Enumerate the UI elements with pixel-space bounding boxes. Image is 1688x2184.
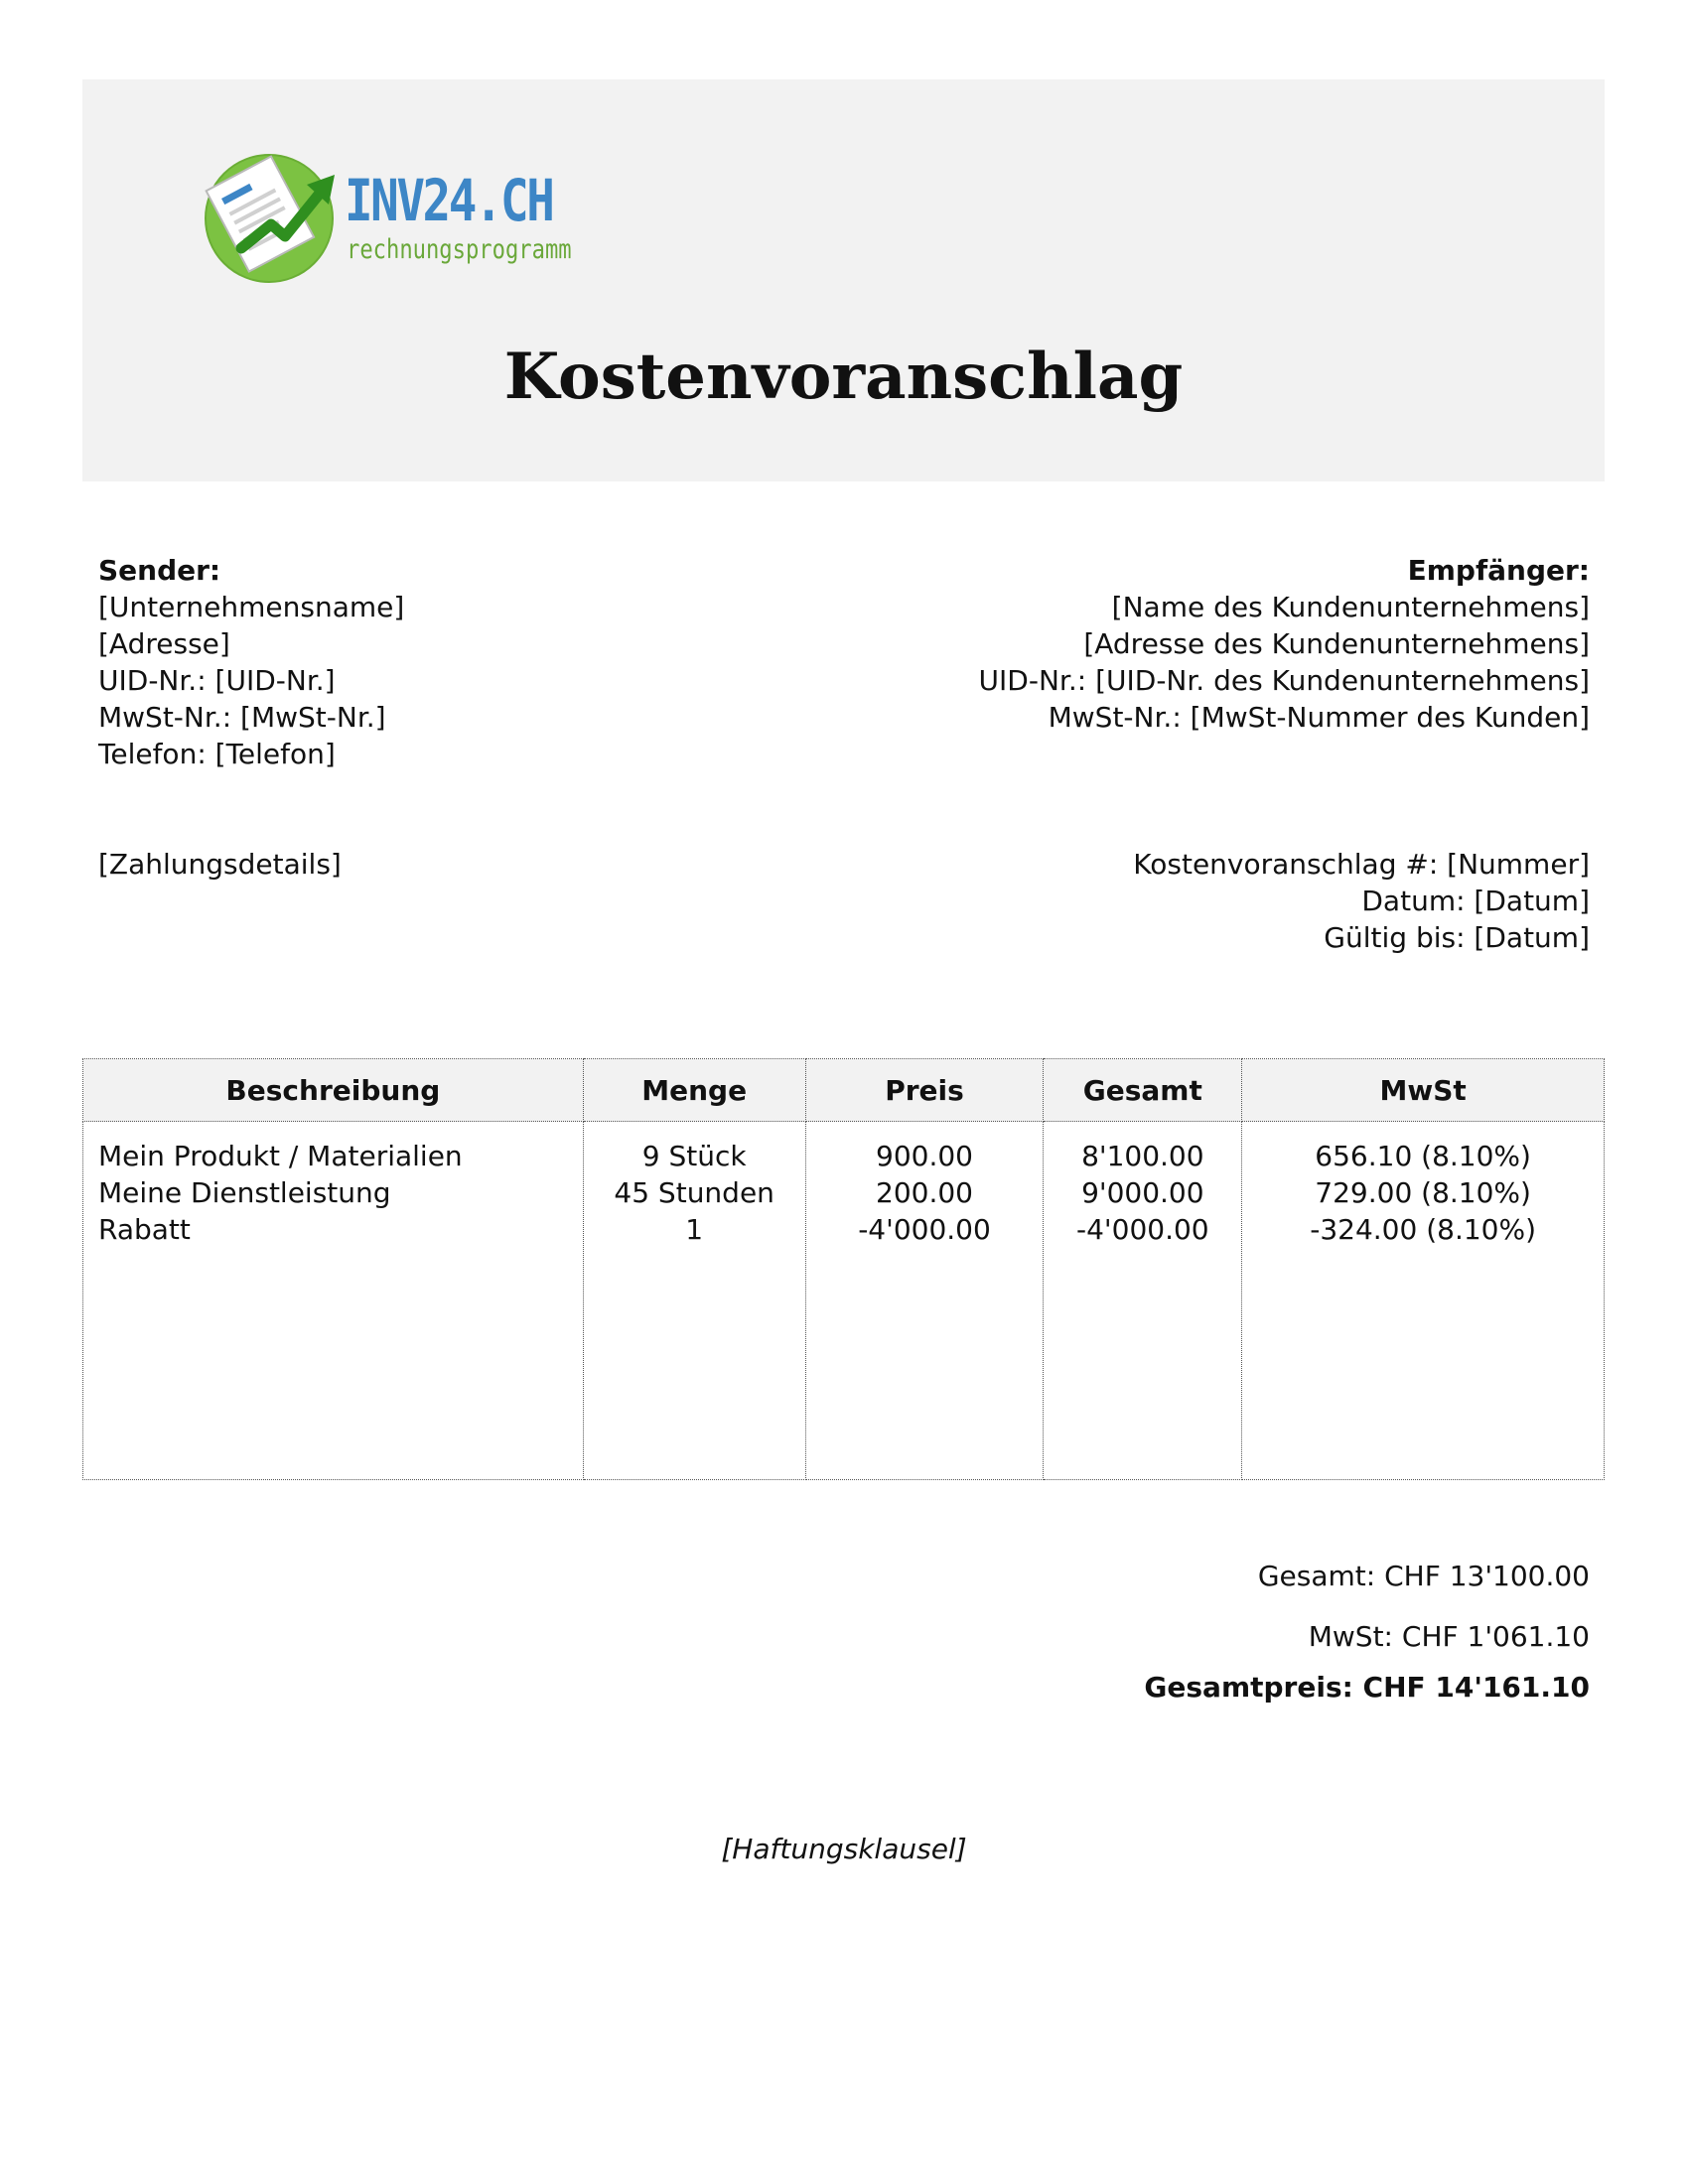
- price-column: [805, 1122, 1044, 1480]
- sender-address: [Adresse]: [98, 627, 230, 660]
- vat-column: [1242, 1122, 1605, 1480]
- recipient-company: [Name des Kundenunternehmens]: [1111, 591, 1590, 623]
- company-logo: [202, 139, 599, 288]
- item-price: -4'000.00: [858, 1213, 991, 1246]
- item-total: -4'000.00: [1076, 1213, 1209, 1246]
- quote-date: Datum: [Datum]: [1361, 885, 1590, 917]
- table-body-row: [83, 1122, 1605, 1480]
- total-column: [1044, 1122, 1242, 1480]
- invoice-chart-icon: [202, 139, 341, 288]
- table-header-row: [83, 1059, 1605, 1122]
- item-quantity: 1: [685, 1213, 704, 1246]
- sender-uid: UID-Nr.: [UID-Nr.]: [98, 664, 336, 697]
- sender-vat-number: MwSt-Nr.: [MwSt-Nr.]: [98, 701, 386, 734]
- item-vat: 729.00 (8.10%): [1315, 1176, 1531, 1209]
- item-total: 8'100.00: [1081, 1140, 1204, 1172]
- logo-subtitle: rechnungsprogramm: [347, 234, 572, 265]
- grand-total: Gesamtpreis: CHF 14'161.10: [1144, 1671, 1590, 1704]
- recipient-vat-number: MwSt-Nr.: [MwSt-Nummer des Kunden]: [1048, 701, 1590, 734]
- header-price: Preis: [805, 1059, 1044, 1122]
- item-quantity: 45 Stunden: [614, 1176, 774, 1209]
- item-description: Meine Dienstleistung: [98, 1176, 391, 1209]
- header-vat: MwSt: [1242, 1059, 1605, 1122]
- item-price: 200.00: [876, 1176, 973, 1209]
- quote-meta-block: [1133, 846, 1590, 956]
- sender-heading: Sender:: [98, 554, 221, 587]
- payment-details-block: [98, 846, 342, 883]
- item-description: Rabatt: [98, 1213, 191, 1246]
- item-total: 9'000.00: [1081, 1176, 1204, 1209]
- sender-company: [Unternehmensname]: [98, 591, 405, 623]
- payment-details: [Zahlungsdetails]: [98, 848, 342, 881]
- quote-valid-until: Gültig bis: [Datum]: [1324, 921, 1590, 954]
- sender-phone: Telefon: [Telefon]: [98, 738, 336, 770]
- recipient-block: [979, 552, 1590, 736]
- liability-clause: [Haftungsklausel]: [721, 1833, 967, 1865]
- logo-title: INV24.CH: [345, 167, 553, 234]
- header-total: Gesamt: [1044, 1059, 1242, 1122]
- item-vat: -324.00 (8.10%): [1310, 1213, 1537, 1246]
- subtotal: Gesamt: CHF 13'100.00: [1257, 1560, 1590, 1592]
- quantity-column: [583, 1122, 805, 1480]
- recipient-uid: UID-Nr.: [UID-Nr. des Kundenunternehmens]: [978, 664, 1590, 697]
- recipient-address: [Adresse des Kundenunternehmens]: [1083, 627, 1590, 660]
- header-band: [82, 79, 1605, 481]
- recipient-heading: Empfänger:: [1407, 554, 1590, 587]
- description-column: [83, 1122, 584, 1480]
- vat-total: MwSt: CHF 1'061.10: [1308, 1620, 1590, 1653]
- header-quantity: Menge: [583, 1059, 805, 1122]
- header-description: Beschreibung: [83, 1059, 584, 1122]
- document-title: Kostenvoranschlag: [503, 340, 1184, 414]
- sender-block: [98, 552, 404, 772]
- item-vat: 656.10 (8.10%): [1315, 1140, 1531, 1172]
- quote-number: Kostenvoranschlag #: [Nummer]: [1133, 848, 1590, 881]
- item-quantity: 9 Stück: [641, 1140, 747, 1172]
- item-description: Mein Produkt / Materialien: [98, 1140, 463, 1172]
- line-items-table: [82, 1058, 1605, 1480]
- item-price: 900.00: [876, 1140, 973, 1172]
